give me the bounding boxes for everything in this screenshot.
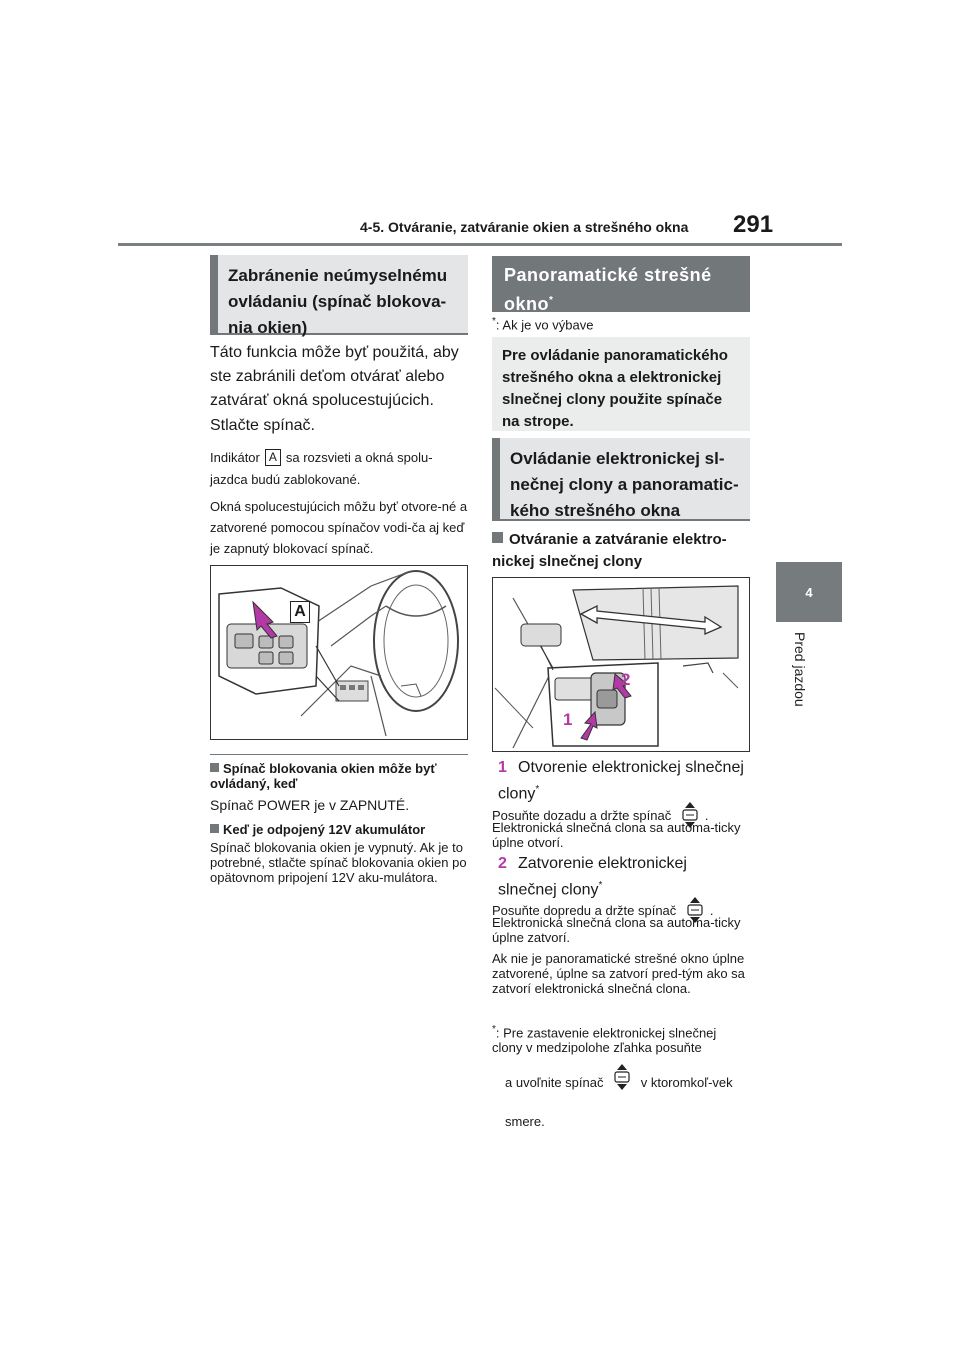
- instruction-text: Stlačte spínač.: [210, 417, 315, 434]
- indicator-letter-box: A: [265, 449, 281, 466]
- intro-text: Táto funkcia môže byť použitá, aby ste zabránili deťom otvárať alebo zatvárať okná spolucestujúcich.: [210, 344, 459, 409]
- note-text-1: Spínač POWER je v ZAPNUTÉ.: [210, 797, 410, 813]
- bullet-square-icon: [492, 532, 503, 543]
- closing-note: Ak nie je panoramatické strešné okno úplne zatvorené, úplne sa zatvorí pred-tým ako sa zatvorí elektronická slnečná clona.: [492, 951, 745, 996]
- indicator-before: Indikátor: [210, 450, 260, 465]
- step-1-text: Elektronická slnečná clona sa automa-ticky úplne otvorí.: [492, 820, 741, 850]
- section-title-window-lock: [210, 255, 468, 335]
- callout-label-2: 2: [621, 670, 631, 689]
- page-number: 291: [733, 211, 774, 238]
- section-title-panoramic-roof: [492, 256, 750, 312]
- sunshade-switch-icon: [607, 1062, 637, 1105]
- subsection-title-text: Ovládanie elektronickej sl-nečnej clony a panoramatic-kého strešného okna: [510, 449, 739, 520]
- indicator-after: sa rozsvieti a okná spolu-jazdca budú zablokované.: [210, 450, 433, 487]
- note-title-1: Spínač blokovania okien môže byť ovládaný, keď: [210, 761, 437, 791]
- window-lock-illustration: [210, 565, 468, 740]
- bullet-square-icon: [210, 763, 219, 772]
- section-title-text: Zabránenie neúmyselnému ovládaniu (spínač blokova-nia okien): [228, 266, 448, 337]
- step-2-number: 2: [498, 855, 507, 872]
- step-1-number: 1: [498, 759, 507, 776]
- note-title-2: Keď je odpojený 12V akumulátor: [210, 822, 468, 837]
- chapter-tab-label: Pred jazdou: [792, 632, 808, 707]
- step-1-title: 1 Otvorenie elektronickej slnečnej clony*: [498, 759, 744, 803]
- stop-footnote-2: a uvoľnite spínač v ktoromkoľ-vek smere.: [505, 1062, 750, 1139]
- callout-label-a: A: [290, 601, 310, 623]
- sunshade-illustration: [492, 577, 750, 752]
- info-box: Pre ovládanie panoramatického strešného okna a elektronickej slnečnej clony použite spínače na strope.: [492, 337, 750, 431]
- chapter-tab[interactable]: 4: [776, 562, 842, 622]
- step-1-line1: Posuňte dozadu a držte spínač .: [492, 800, 750, 833]
- callout-label-1: 1: [563, 710, 573, 729]
- indicator-text: [210, 447, 468, 491]
- stop-footnote: *: Pre zastavenie elektronickej slnečnej clony v medzipolohe zľahka posuňte: [492, 1024, 717, 1056]
- step-2-title: 2 Zatvorenie elektronickej slnečnej clony*: [498, 855, 687, 899]
- roof-switch-drawing: [493, 578, 749, 751]
- header-rule: [118, 243, 842, 246]
- subsection-title-sunshade: [492, 438, 750, 521]
- section-title-text: Panoramatické strešné okno: [504, 265, 712, 314]
- passenger-note: Okná spolucestujúcich môžu byť otvore-né a zatvorené pomocou spínačov vodi-ča aj keď je zapnutý blokovací spínač.: [210, 499, 468, 556]
- bullet-title-sunshade: Otváranie a zatváranie elektro-nickej slnečnej clony: [492, 531, 727, 570]
- availability-footnote: *: Ak je vo výbave: [492, 316, 594, 333]
- step-2-text: Elektronická slnečná clona sa automa-ticky úplne zatvorí.: [492, 915, 741, 945]
- bullet-square-icon: [210, 824, 219, 833]
- notes-divider: [210, 754, 468, 755]
- chapter-title: 4-5. Otváranie, zatváranie okien a strešného okna: [360, 219, 689, 235]
- note-text-2: Spínač blokovania okien je vypnutý. Ak je to potrebné, stlačte spínač blokovania okien po opätovnom pripojení 12V aku-mulátora.: [210, 840, 467, 885]
- section-title-asterisk: *: [549, 295, 554, 306]
- door-switch-drawing: [211, 566, 467, 739]
- step-2-line1: Posuňte dopredu a držte spínač .: [492, 895, 750, 928]
